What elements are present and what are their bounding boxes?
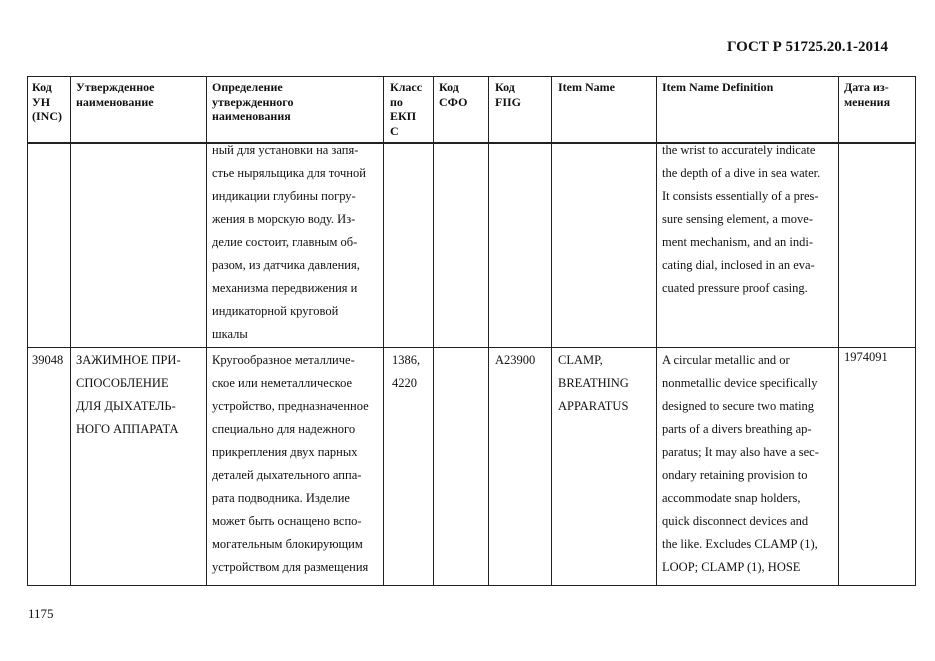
text-line: могательным блокирующим	[212, 537, 363, 551]
text-line: the wrist to accurately indicate	[662, 143, 816, 157]
text-line: Item Name Definition	[662, 80, 774, 94]
text-line: 39048	[32, 353, 64, 367]
text-line: nonmetallic device specifically	[662, 376, 818, 390]
text-line: НОГО АППАРАТА	[76, 422, 179, 436]
text-line: Класс	[390, 80, 423, 94]
header-fiig	[495, 80, 521, 109]
header-item-definition	[662, 80, 773, 95]
text-line: ondary retaining provision to	[662, 468, 808, 482]
row-2-item-definition	[662, 349, 819, 579]
column-divider	[433, 77, 434, 585]
text-line: designed to secure two mating	[662, 399, 815, 413]
row-2-date	[844, 349, 888, 365]
text-line: ЗАЖИМНОЕ ПРИ-	[76, 353, 181, 367]
text-line: Item Name	[558, 80, 615, 94]
text-line: quick disconnect devices and	[662, 514, 809, 528]
text-line: ный для установки на запя-	[212, 143, 359, 157]
text-line: Код	[439, 80, 459, 94]
header-approved-name	[76, 80, 154, 109]
row-2-item-name	[558, 349, 629, 418]
text-line: paratus; It may also have a sec-	[662, 445, 819, 459]
text-line: It consists essentially of a pres-	[662, 189, 819, 203]
text-line: parts of a divers breathing ap-	[662, 422, 812, 436]
column-divider	[656, 77, 657, 585]
text-line: утвержденного	[212, 94, 294, 109]
row-2-definition	[212, 349, 369, 579]
header-class	[390, 80, 422, 138]
page-number: 1175	[28, 606, 54, 621]
header-inc	[32, 80, 62, 124]
text-line: ское или неметаллическое	[212, 376, 353, 390]
text-line: A circular metallic and or	[662, 353, 790, 367]
row-1-item-definition	[662, 139, 820, 300]
text-line: рата подводника. Изделие	[212, 491, 350, 505]
row-2-class	[392, 349, 420, 395]
text-line: СПОСОБЛЕНИЕ	[76, 376, 169, 390]
text-line: С	[390, 123, 399, 138]
text-line: sure sensing element, a move-	[662, 212, 813, 226]
text-line: A23900	[495, 353, 536, 367]
text-line: механизма передвижения и	[212, 281, 358, 295]
header-date	[844, 80, 890, 109]
text-line: APPARATUS	[558, 399, 629, 413]
text-line: 1974091	[844, 350, 888, 364]
row-2-inc	[32, 349, 63, 372]
column-divider	[206, 77, 207, 585]
text-line: Утвержденное	[76, 80, 155, 94]
text-line: ЕКП	[390, 109, 417, 123]
text-line: Кругообразное металличе-	[212, 353, 355, 367]
text-line: СФО	[439, 94, 468, 109]
text-line: может быть оснащено вспо-	[212, 514, 362, 528]
text-line: the depth of a dive in sea water.	[662, 166, 821, 180]
text-line: устройство, предназначенное	[212, 399, 369, 413]
text-line: Код	[495, 80, 515, 94]
text-line: наименования	[212, 109, 291, 123]
row-2-fiig	[495, 349, 535, 372]
text-line: прикрепления двух парных	[212, 445, 358, 459]
standard-code: ГОСТ Р 51725.20.1-2014	[726, 39, 888, 55]
text-line: индикаторной круговой	[212, 304, 339, 318]
text-line: менения	[844, 94, 891, 109]
text-line: ment mechanism, and an indi-	[662, 235, 814, 249]
text-line: CLAMP,	[558, 353, 603, 367]
column-divider	[488, 77, 489, 585]
text-line: 4220	[392, 376, 417, 390]
text-line: деталей дыхательного аппа-	[212, 468, 362, 482]
text-line: BREATHING	[558, 376, 629, 390]
text-line: LOOP; CLAMP (1), HOSE	[662, 560, 801, 574]
column-divider	[838, 77, 839, 585]
text-line: специально для надежного	[212, 422, 356, 436]
text-line: наименование	[76, 94, 154, 109]
text-line: accommodate snap holders,	[662, 491, 801, 505]
text-line: (INC)	[32, 109, 62, 123]
column-divider	[383, 77, 384, 585]
column-divider	[551, 77, 552, 585]
text-line: шкалы	[212, 327, 248, 341]
row-1-definition	[212, 139, 366, 346]
text-line: разом, из датчика давления,	[212, 258, 360, 272]
row-2-name	[76, 349, 181, 441]
text-line: Код	[32, 80, 52, 94]
text-line: делие состоит, главным об-	[212, 235, 358, 249]
text-line: cating dial, inclosed in an eva-	[662, 258, 815, 272]
header-item-name	[558, 80, 615, 95]
text-line: cuated pressure proof casing.	[662, 281, 808, 295]
data-table	[27, 76, 916, 586]
text-line: жения в морскую воду. Из-	[212, 212, 356, 226]
text-line: Дата из-	[844, 80, 889, 94]
row-divider	[28, 347, 915, 348]
header-sfo	[439, 80, 467, 109]
text-line: по	[390, 94, 403, 109]
text-line: устройством для размещения	[212, 560, 369, 574]
header-definition	[212, 80, 293, 124]
column-divider	[70, 77, 71, 585]
text-line: the like. Excludes CLAMP (1),	[662, 537, 818, 551]
text-line: УН	[32, 94, 51, 109]
text-line: FIIG	[495, 94, 522, 109]
text-line: стье ныряльщика для точной	[212, 166, 366, 180]
text-line: ДЛЯ ДЫХАТЕЛЬ-	[76, 399, 176, 413]
text-line: индикации глубины погру-	[212, 189, 356, 203]
text-line: 1386,	[392, 353, 421, 367]
text-line: Определение	[212, 80, 283, 94]
